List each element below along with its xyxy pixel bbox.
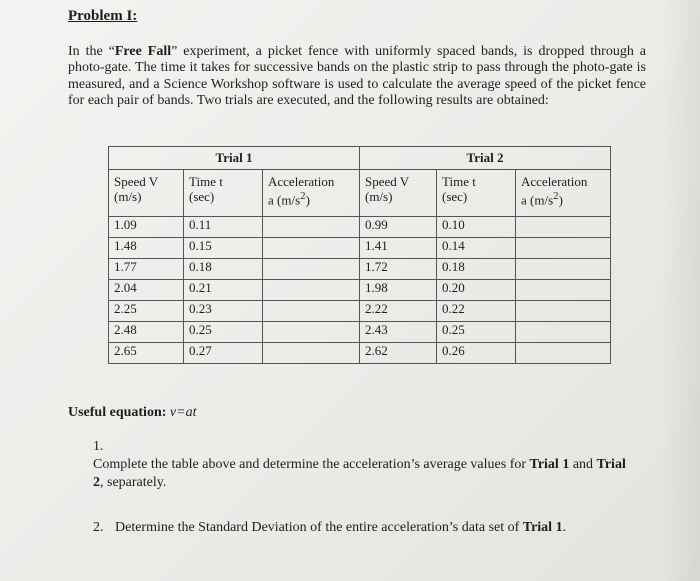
acc1-cell — [263, 238, 360, 259]
column-header-row — [109, 170, 611, 217]
col-time-1: Time t (sec) — [184, 170, 263, 217]
speed2-cell: 1.98 — [360, 280, 437, 301]
table-row — [109, 259, 611, 280]
question-2 — [93, 519, 673, 537]
question-number: 1. — [93, 439, 104, 454]
speed2-cell: 0.99 — [360, 217, 437, 238]
speed2-cell: 2.43 — [360, 322, 437, 343]
time1-cell: 0.18 — [184, 259, 263, 280]
results-table — [108, 146, 611, 364]
time2-cell: 0.14 — [437, 238, 516, 259]
trial-header-row — [109, 147, 611, 170]
speed2-cell: 1.72 — [360, 259, 437, 280]
acc2-cell — [516, 301, 611, 322]
acc1-cell — [263, 217, 360, 238]
time2-cell: 0.26 — [437, 343, 516, 364]
speed2-cell: 1.41 — [360, 238, 437, 259]
speed2-cell: 2.62 — [360, 343, 437, 364]
col-acc-2: Acceleration a $(m/s^2)$ — [516, 170, 611, 217]
intro-text-1: In the “ — [68, 44, 115, 59]
useful-equation-label: Useful equation: — [68, 405, 167, 420]
speed1-cell: 1.77 — [109, 259, 184, 280]
acc1-cell — [263, 280, 360, 301]
time1-cell: 0.23 — [184, 301, 263, 322]
acc2-cell — [516, 217, 611, 238]
acc2-cell — [516, 280, 611, 301]
intro-text-2: ” experiment, a picket fence with uniformly spaced bands, is dropped through a photo-gate. The time it takes for successive bands on the plastic strip to pass through the photo-gate is measured, and a Science Workshop software is used to calculate the average speed of the picket fence for each pair of bands. Two trials are executed, and the following results are obtained: — [68, 44, 646, 109]
time2-cell: 0.25 — [437, 322, 516, 343]
acc1-cell — [263, 322, 360, 343]
time1-cell: 0.27 — [184, 343, 263, 364]
time1-cell: 0.21 — [184, 280, 263, 301]
useful-equation — [68, 405, 196, 421]
trial2-header: Trial 2 — [360, 147, 611, 170]
speed2-cell: 2.22 — [360, 301, 437, 322]
time1-cell: 0.25 — [184, 322, 263, 343]
intro-paragraph — [68, 44, 646, 110]
acc2-cell — [516, 259, 611, 280]
time2-cell: 0.18 — [437, 259, 516, 280]
intro-bold-free-fall: Free Fall — [114, 44, 172, 59]
question-1 — [93, 438, 653, 492]
useful-equation-formula: v=at — [169, 405, 197, 420]
acc2-cell — [516, 322, 611, 343]
speed1-cell: 1.09 — [109, 217, 184, 238]
speed1-cell: 2.04 — [109, 280, 184, 301]
speed1-cell: 2.25 — [109, 301, 184, 322]
time2-cell: 0.10 — [437, 217, 516, 238]
question-text: Complete the table above and determine the acceleration’s average values for Trial 1 and Trial 2, separately. — [93, 457, 626, 490]
col-time-2: Time t (sec) — [437, 170, 516, 217]
table-row — [109, 217, 611, 238]
question-number: 2. — [93, 520, 104, 535]
table-row — [109, 280, 611, 301]
table-row — [109, 322, 611, 343]
col-speed-1: Speed V (m/s) — [109, 170, 184, 217]
problem-title: Problem I: — [68, 8, 138, 24]
table-row — [109, 301, 611, 322]
question-text: Determine the Standard Deviation of the entire acceleration’s data set of Trial 1. — [115, 520, 567, 535]
time2-cell: 0.20 — [437, 280, 516, 301]
acc2-cell — [516, 343, 611, 364]
acc1-cell — [263, 301, 360, 322]
acc1-cell — [263, 259, 360, 280]
acc2-cell — [516, 238, 611, 259]
speed1-cell: 2.65 — [109, 343, 184, 364]
time1-cell: 0.11 — [184, 217, 263, 238]
speed1-cell: 1.48 — [109, 238, 184, 259]
page-shadow — [660, 0, 700, 581]
time1-cell: 0.15 — [184, 238, 263, 259]
trial1-header: Trial 1 — [109, 147, 360, 170]
col-speed-2: Speed V (m/s) — [360, 170, 437, 217]
time2-cell: 0.22 — [437, 301, 516, 322]
speed1-cell: 2.48 — [109, 322, 184, 343]
col-acc-1: Acceleration a $(m/s^2)$ — [263, 170, 360, 217]
table-row — [109, 238, 611, 259]
acc1-cell — [263, 343, 360, 364]
table-row — [109, 343, 611, 364]
